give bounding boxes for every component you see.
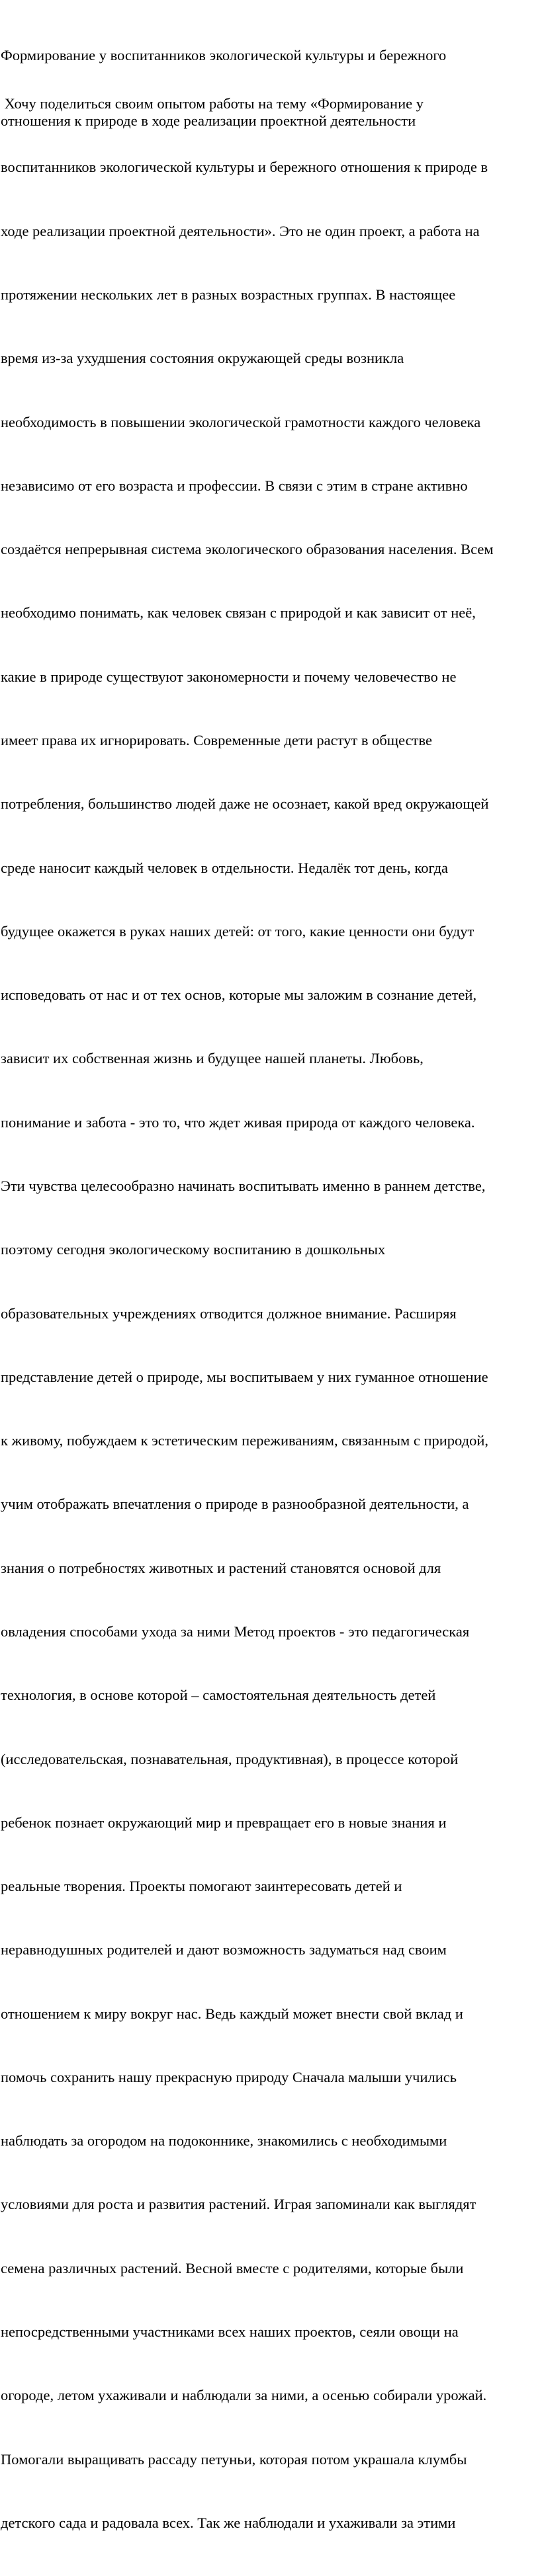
body-line: образовательных учреждениях отводится должное внимание. Расширяя	[1, 1305, 457, 1322]
body-line: овладения способами ухода за ними Метод проектов - это педагогическая	[1, 1623, 470, 1640]
body-line: реальные творения. Проекты помогают заинтересовать детей и	[1, 1878, 402, 1895]
body-line: представление детей о природе, мы воспитываем у них гуманное отношение	[1, 1368, 488, 1385]
body-line: Помогали выращивать рассаду петуньи, которая потом украшала клумбы	[1, 2450, 467, 2468]
body-line: воспитанников экологической культуры и бережного отношения к природе в	[1, 159, 488, 176]
body-line: неравнодушных родителей и дают возможность задуматься над своим	[1, 1941, 447, 1958]
body-line: исповедовать от нас и от тех основ, которые мы заложим в сознание детей,	[1, 986, 477, 1004]
body-line: к живому, побуждаем к эстетическим переживаниям, связанным с природой,	[1, 1432, 489, 1449]
body-line: Эти чувства целесообразно начинать воспитывать именно в раннем детстве,	[1, 1177, 486, 1194]
body-line: протяжении нескольких лет в разных возрастных группах. В настоящее	[1, 286, 456, 303]
body-line: отношением к миру вокруг нас. Ведь каждый может внести свой вклад и	[1, 2005, 463, 2022]
body-line: учим отображать впечатления о природе в разнообразной деятельности, а	[1, 1496, 469, 1513]
body-line: зависит их собственная жизнь и будущее нашей планеты. Любовь,	[1, 1050, 424, 1067]
body-line: какие в природе существуют закономерности и почему человечество не	[1, 668, 457, 685]
body-line: понимание и забота - это то, что ждет живая природа от каждого человека.	[1, 1113, 475, 1131]
body-line: необходимость в повышении экологической грамотности каждого человека	[1, 413, 481, 430]
body-line: имеет права их игнорировать. Современные дети растут в обществе	[1, 732, 432, 748]
body-line: создаётся непрерывная система экологического образования населения. Всем	[1, 541, 494, 558]
body-line: время из-за ухудшения состояния окружающей среды возникла	[1, 350, 404, 367]
body-line: огороде, летом ухаживали и наблюдали за ними, а осенью собирали урожай.	[1, 2387, 487, 2404]
body-line: детского сада и радовала всех. Так же наблюдали и ухаживали за этими	[1, 2514, 456, 2531]
document-body	[1, 51, 494, 2576]
body-line: семена различных растений. Весной вместе с родителями, которые были	[1, 2259, 464, 2276]
title-line: Формирование у воспитанников экологической культуры и бережного	[1, 47, 447, 63]
body-line: (исследовательская, познавательная, продуктивная), в процессе которой	[1, 1750, 459, 1767]
body-line: будущее окажется в руках наших детей: от того, какие ценности они будут	[1, 922, 474, 940]
body-line: поэтому сегодня экологическому воспитанию в дошкольных	[1, 1241, 386, 1258]
body-line: помочь сохранить нашу прекрасную природу Сначала малыши учились	[1, 2068, 457, 2085]
body-line: технология, в основе которой – самостоятельная деятельность детей	[1, 1687, 436, 1704]
body-line: знания о потребностях животных и растений становятся основой для	[1, 1559, 441, 1576]
body-line: непосредственными участниками всех наших проектов, сеяли овощи на	[1, 2323, 459, 2341]
body-line: ходе реализации проектной деятельности». Это не один проект, а работа на	[1, 222, 480, 239]
body-line: необходимо понимать, как человек связан с природой и как зависит от неё,	[1, 604, 476, 622]
title-line: отношения к природе в ходе реализации проектной деятельности	[1, 112, 416, 129]
body-line: Хочу поделиться своим опытом работы на тему «Формирование у	[1, 95, 424, 112]
body-line: среде наносит каждый человек в отдельности. Недалёк тот день, когда	[1, 859, 448, 876]
body-line: наблюдать за огородом на подоконнике, знакомились с необходимыми	[1, 2132, 447, 2150]
body-line: потребления, большинство людей даже не осознает, какой вред окружающей	[1, 795, 489, 813]
body-line: ребенок познает окружающий мир и превращает его в новые знания и	[1, 1814, 447, 1831]
body-line: условиями для роста и развития растений. Играя запоминали как выглядят	[1, 2196, 476, 2213]
body-line: независимо от его возраста и профессии. В связи с этим в стране активно	[1, 477, 468, 494]
